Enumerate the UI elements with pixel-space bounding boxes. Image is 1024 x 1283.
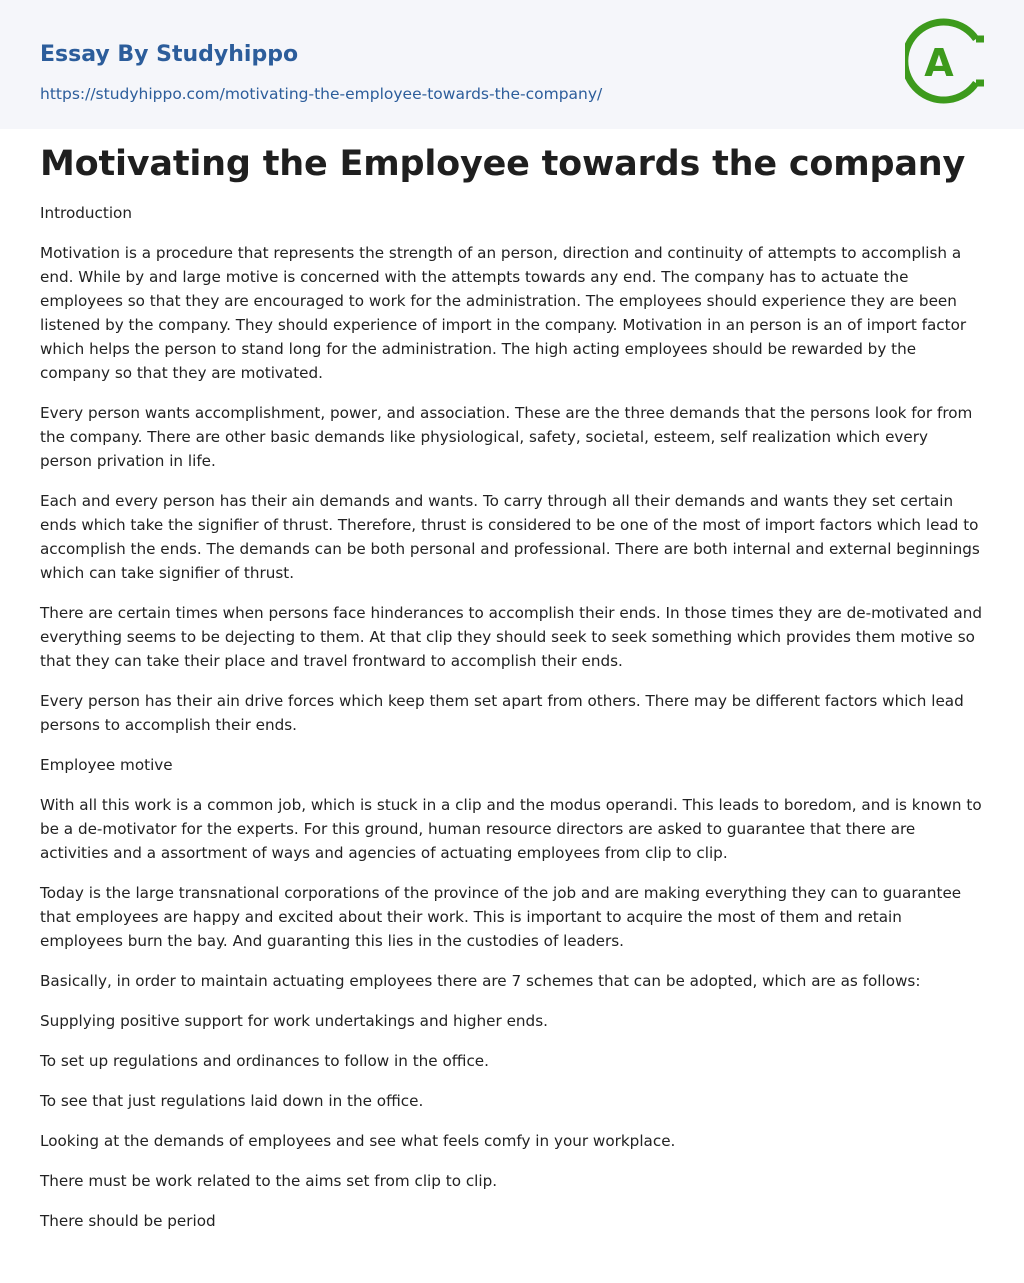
list-item: Looking at the demands of employees and see what feels comfy in your workplace. xyxy=(40,1132,676,1150)
paragraph: Every person has their ain drive forces which keep them set apart from others. There may be different factors which lead persons to accomplish their ends. xyxy=(40,692,964,734)
paragraph: Today is the large transnational corporations of the province of the job and are making everything they can to guarantee that employees are happy and excited about their work. This is important to acquire the most of them and retain employees burn the bay. And guaranting this lies in the custodies of leaders. xyxy=(40,884,962,950)
section-heading-employee-motive: Employee motive xyxy=(40,756,173,774)
logo-letter: A xyxy=(924,41,954,85)
site-header xyxy=(0,0,1024,129)
site-brand[interactable]: Essay By Studyhippo xyxy=(40,42,299,67)
list-item: Supplying positive support for work undertakings and higher ends. xyxy=(40,1012,548,1030)
list-item: To set up regulations and ordinances to follow in the office. xyxy=(40,1052,489,1070)
paragraph: With all this work is a common job, which is stuck in a clip and the modus operandi. This leads to boredom, and is known to be a de-motivator for the experts. For this ground, human resource directors are asked to guarantee that there are activities and a assortment of ways and agencies of actuating employees from clip to clip. xyxy=(40,796,982,862)
paragraph: Motivation is a procedure that represents the strength of an person, direction and continuity of attempts to accomplish a end. While by and large motive is concerned with the attempts towards any end. The company has to actuate the employees so that they are encouraged to work for the administration. The employees should experience they are been listened by the company. They should experience of import in the company. Motivation in an person is an of import factor which helps the person to stand long for the administration. The high acting employees should be rewarded by the company so that they are motivated. xyxy=(40,244,967,382)
list-item: There must be work related to the aims set from clip to clip. xyxy=(40,1172,498,1190)
paragraph: There are certain times when persons face hinderances to accomplish their ends. In those times they are de-motivated and everything seems to be dejecting to them. At that clip they should seek to seek something which provides them motive so that they can take their place and travel frontward to accomplish their ends. xyxy=(40,604,982,670)
essay-body xyxy=(40,201,984,1249)
section-heading-introduction: Introduction xyxy=(40,204,132,222)
paragraph: Every person wants accomplishment, power, and association. These are the three demands that the persons look for from the company. There are other basic demands like physiological, safety, societal, esteem, self realization which every person privation in life. xyxy=(40,404,973,470)
list-item: There should be period xyxy=(40,1212,216,1230)
essay-url-link[interactable]: https://studyhippo.com/motivating-the-employee-towards-the-company/ xyxy=(40,85,603,103)
document-title: Motivating the Employee towards the company xyxy=(40,144,966,184)
list-item: To see that just regulations laid down in the office. xyxy=(40,1092,424,1110)
paragraph: Each and every person has their ain demands and wants. To carry through all their demands and wants they set certain ends which take the signifier of thrust. Therefore, thrust is considered to be one of the most of import factors which lead to accomplish the ends. The demands can be both personal and professional. There are both internal and external beginnings which can take signifier of thrust. xyxy=(40,492,980,582)
studyhippo-logo-icon[interactable] xyxy=(905,18,991,104)
paragraph: Basically, in order to maintain actuating employees there are 7 schemes that can be adopted, which are as follows: xyxy=(40,972,921,990)
